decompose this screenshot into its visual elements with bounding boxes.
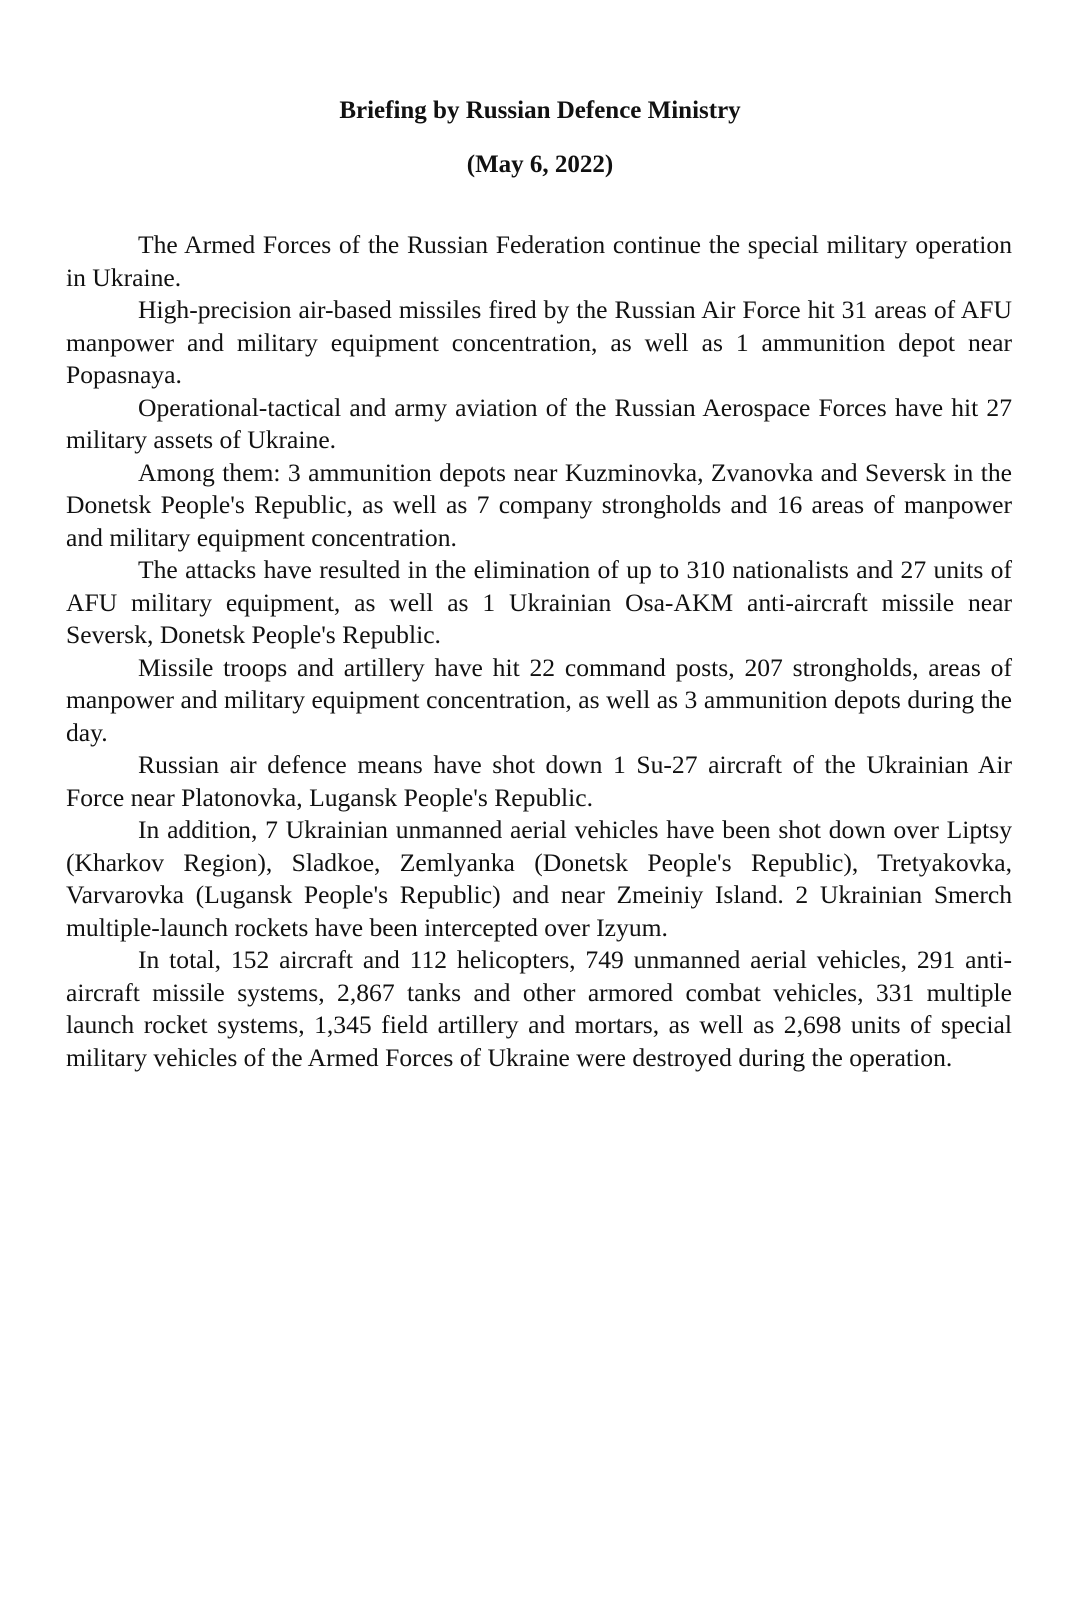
document-title: Briefing by Russian Defence Ministry <box>339 97 741 124</box>
paragraph: The attacks have resulted in the elimination of up to 310 nationalists and 27 units of AFU military equipment, as well as 1 Ukrainian Osa-AKM anti-aircraft missile near Seversk, Donetsk People's Republic. <box>66 555 1012 649</box>
paragraph: Missile troops and artillery have hit 22 command posts, 207 strongholds, areas of manpower and military equipment concentration, as well as 3 ammunition depots during the day. <box>66 652 1012 747</box>
document-body <box>66 229 1012 1074</box>
document-date: (May 6, 2022) <box>466 151 614 178</box>
paragraph: High-precision air-based missiles fired by the Russian Air Force hit 31 areas of AFU manpower and military equipment concentration, as well as 1 ammunition depot near Popasnaya. <box>66 295 1012 389</box>
paragraph: In total, 152 aircraft and 112 helicopters, 749 unmanned aerial vehicles, 291 anti-aircraft missile systems, 2,867 tanks and other armored combat vehicles, 331 multiple launch rocket systems, 1,345 field artillery and mortars, as well as 2,698 units of special military vehicles of the Armed Forces of Ukraine were destroyed during the operation. <box>66 945 1012 1072</box>
paragraph: The Armed Forces of the Russian Federation continue the special military operation in Ukraine. <box>66 230 1012 292</box>
paragraph: Russian air defence means have shot down 1 Su-27 aircraft of the Ukrainian Air Force near Platonovka, Lugansk People's Republic. <box>66 750 1012 812</box>
paragraph: Among them: 3 ammunition depots near Kuzminovka, Zvanovka and Seversk in the Donetsk People's Republic, as well as 7 company strongholds and 16 areas of manpower and military equipment concentration. <box>66 457 1012 552</box>
paragraph: Operational-tactical and army aviation of the Russian Aerospace Forces have hit 27 military assets of Ukraine. <box>66 392 1012 454</box>
paragraph: In addition, 7 Ukrainian unmanned aerial vehicles have been shot down over Liptsy (Kharkov Region), Sladkoe, Zemlyanka (Donetsk People's Republic), Tretyakovka, Varvarovka (Lugansk People's Republic) and near Zmeiniy Island. 2 Ukrainian Smerch multiple-launch rockets have been intercepted over Izyum. <box>66 815 1012 942</box>
